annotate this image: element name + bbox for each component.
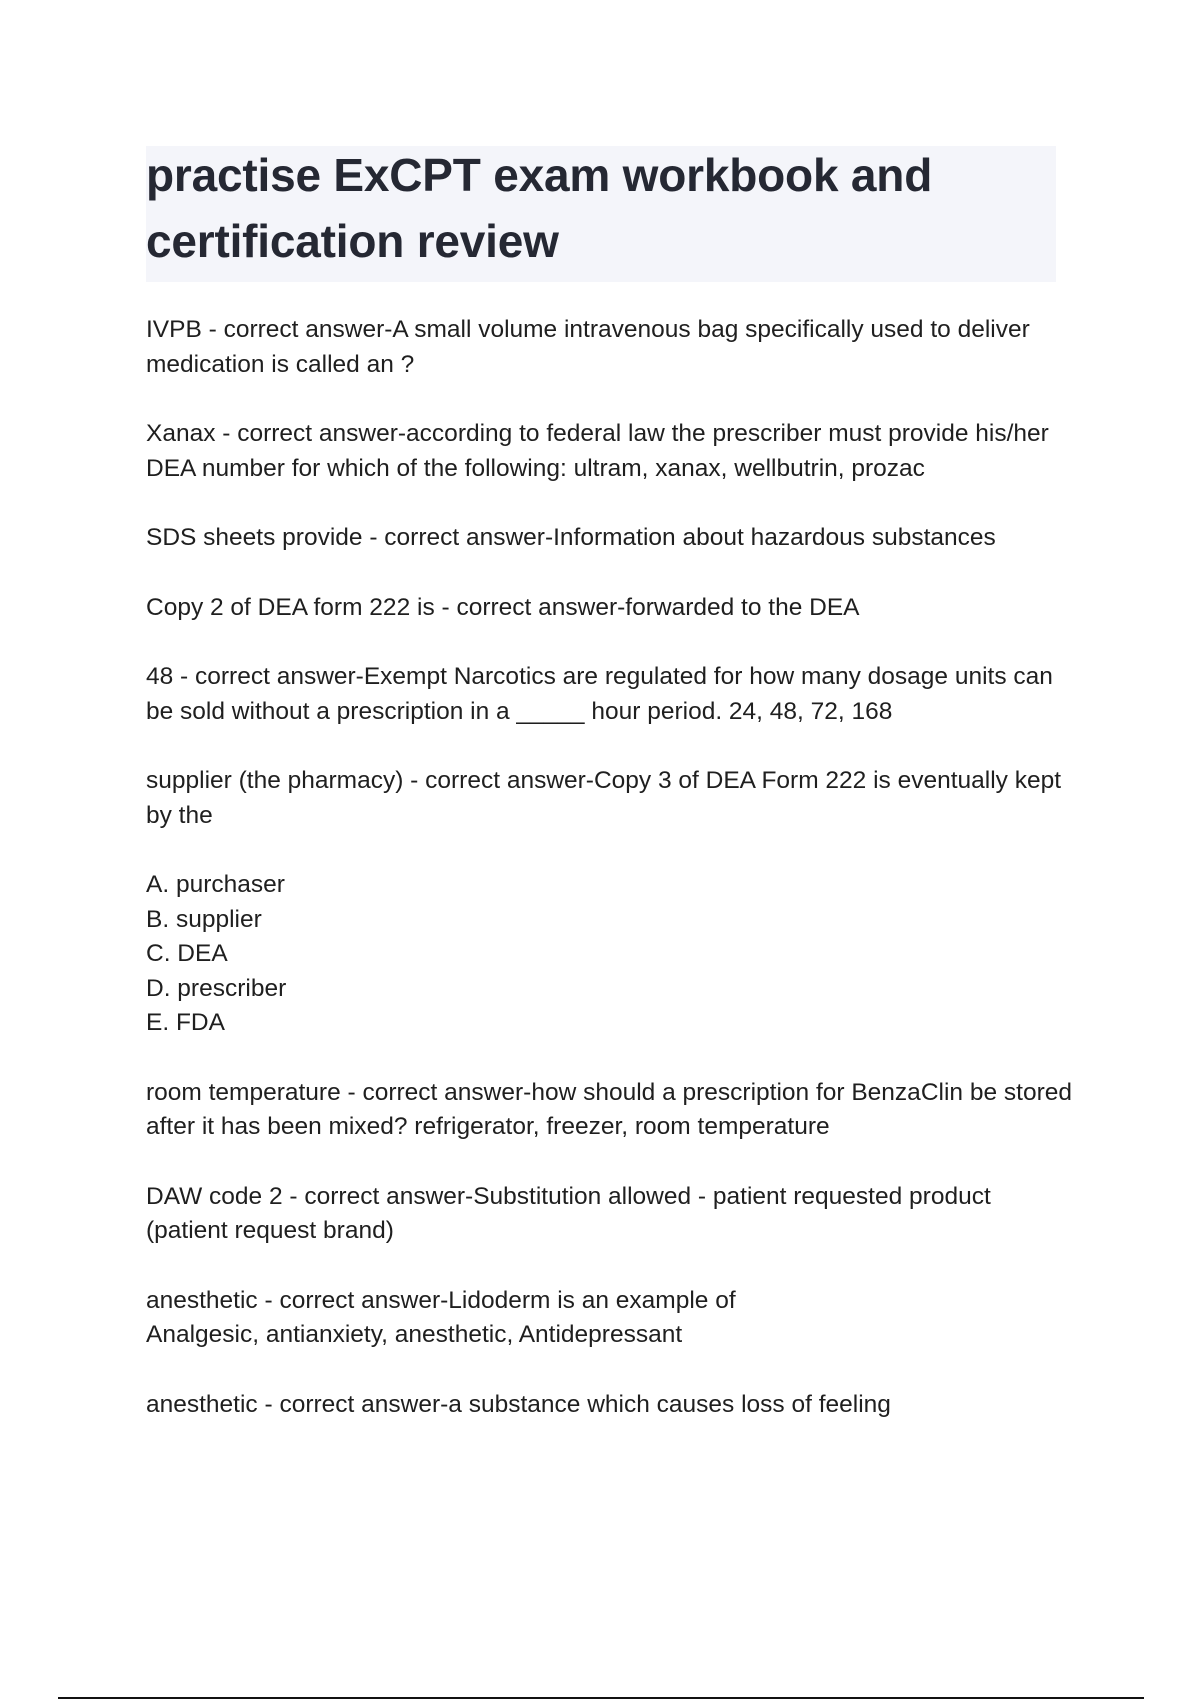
answer-option: C. DEA (146, 940, 228, 967)
qa-entry: room temperature - correct answer-how should a prescription for BenzaClin be stored after it has been mixed? refrigerator, freezer, room temperature (146, 1078, 1072, 1140)
qa-entry: 48 - correct answer-Exempt Narcotics are regulated for how many dosage units can be sold without a prescription in a _____ hour period. 24, 48, 72, 168 (146, 663, 1053, 725)
qa-entry: anesthetic - correct answer-Lidoderm is an example of Analgesic, antianxiety, anesthetic, Antidepressant (146, 1286, 736, 1348)
qa-entry: DAW code 2 - correct answer-Substitution allowed - patient requested product (patient request brand) (146, 1182, 991, 1244)
qa-entry: Copy 2 of DEA form 222 is - correct answer-forwarded to the DEA (146, 593, 860, 621)
answer-option: D. prescriber (146, 974, 287, 1002)
answer-option: A. purchaser (146, 871, 285, 898)
qa-entry: IVPB - correct answer-A small volume intravenous bag specifically used to deliver medication is called an ? (146, 316, 1030, 378)
document-title: practise ExCPT exam workbook and certification review (146, 149, 933, 267)
document-body (146, 313, 1076, 1457)
footer-divider (58, 1697, 1144, 1699)
qa-entry: supplier (the pharmacy) - correct answer-Copy 3 of DEA Form 222 is eventually kept by the (146, 767, 1062, 829)
qa-entry: anesthetic - correct answer-a substance which causes loss of feeling (146, 1390, 891, 1418)
answer-options-list (146, 868, 1076, 1041)
answer-option: B. supplier (146, 905, 262, 933)
qa-entry: Xanax - correct answer-according to federal law the prescriber must provide his/her DEA number for which of the following: ultram, xanax, wellbutrin, prozac (146, 420, 1049, 482)
qa-entry: SDS sheets provide - correct answer-Information about hazardous substances (146, 524, 996, 551)
answer-option: E. FDA (146, 1009, 225, 1036)
